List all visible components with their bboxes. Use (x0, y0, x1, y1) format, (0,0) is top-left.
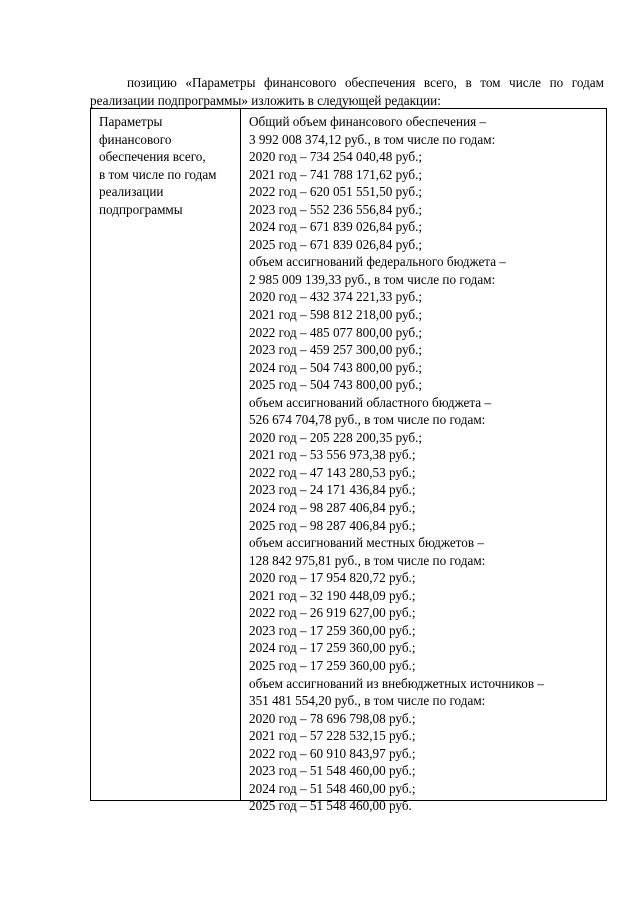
parameter-name-line: в том числе по годам (99, 166, 217, 182)
parameter-value-line: 2020 год – 205 228 200,35 руб.; (249, 429, 423, 445)
parameter-name-line: подпрограммы (99, 201, 183, 217)
parameter-value-line: объем ассигнований областного бюджета – (249, 394, 492, 410)
parameter-value-line: 2020 год – 78 696 798,08 руб.; (249, 710, 416, 726)
parameter-value-line: 2024 год – 51 548 460,00 руб.; (249, 780, 416, 796)
parameter-value-line: 2021 год – 57 228 532,15 руб.; (249, 728, 416, 744)
parameter-name-line: реализации (99, 184, 164, 200)
parameter-value-line: 2025 год – 51 548 460,00 руб. (249, 798, 412, 814)
parameter-value-line: 2021 год – 32 190 448,09 руб.; (249, 587, 416, 603)
parameter-value-cell (241, 109, 606, 814)
parameter-value-line: 526 674 704,78 руб., в том числе по годам: (249, 412, 486, 428)
parameter-value-line: 2020 год – 432 374 221,33 руб.; (249, 289, 423, 305)
financing-table (90, 108, 607, 814)
parameter-value-line: 2023 год – 17 259 360,00 руб.; (249, 622, 416, 638)
parameter-value-line: Общий объем финансового обеспечения – (249, 114, 487, 129)
parameter-value-line: 2024 год – 504 743 800,00 руб.; (249, 359, 423, 375)
parameter-value-line: 2022 год – 620 051 551,50 руб.; (249, 184, 423, 200)
parameter-value-line: объем ассигнований федерального бюджета – (249, 254, 506, 270)
parameter-value-line: 2021 год – 598 812 218,00 руб.; (249, 307, 423, 323)
parameter-value-line: 2025 год – 671 839 026,84 руб.; (249, 236, 423, 252)
parameter-value-line: 2024 год – 671 839 026,84 руб.; (249, 219, 423, 235)
parameter-value-line: 2025 год – 17 259 360,00 руб.; (249, 657, 416, 673)
parameter-value-line: 2020 год – 17 954 820,72 руб.; (249, 570, 416, 586)
parameter-value-line: 2021 год – 741 788 171,62 руб.; (249, 166, 423, 182)
parameter-value-line: 2020 год – 734 254 040,48 руб.; (249, 149, 423, 165)
parameter-value-line: 2 985 009 139,33 руб., в том числе по годам: (249, 271, 496, 287)
parameter-value-line: объем ассигнований из внебюджетных источников – (249, 675, 544, 691)
parameter-value-line: 2024 год – 17 259 360,00 руб.; (249, 640, 416, 656)
parameter-name-line: Параметры (99, 114, 163, 129)
parameter-value-line: 128 842 975,81 руб., в том числе по годам: (249, 552, 486, 568)
parameter-value-line: 2023 год – 552 236 556,84 руб.; (249, 201, 423, 217)
parameter-value-line: 2025 год – 504 743 800,00 руб.; (249, 377, 423, 393)
parameter-name-cell (91, 109, 241, 800)
parameter-value-line: объем ассигнований местных бюджетов – (249, 535, 484, 551)
parameter-name-line: обеспечения всего, (99, 149, 206, 165)
parameter-value-line: 2022 год – 60 910 843,97 руб.; (249, 745, 416, 761)
parameter-value-line: 2023 год – 24 171 436,84 руб.; (249, 482, 416, 498)
parameter-value-line: 2022 год – 47 143 280,53 руб.; (249, 464, 416, 480)
parameter-value-line: 2023 год – 459 257 300,00 руб.; (249, 342, 423, 358)
parameter-value-line: 2021 год – 53 556 973,38 руб.; (249, 447, 416, 463)
parameter-value-line: 3 992 008 374,12 руб., в том числе по годам: (249, 131, 496, 147)
parameter-value-line: 2023 год – 51 548 460,00 руб.; (249, 763, 416, 779)
parameter-name-line: финансового (99, 131, 172, 147)
parameter-value-line: 2025 год – 98 287 406,84 руб.; (249, 517, 416, 533)
intro-paragraph: позицию «Параметры финансового обеспечения всего, в том числе по годам реализации подпрограммы» изложить в следующей редакции: (90, 75, 604, 109)
parameter-value-line: 2024 год – 98 287 406,84 руб.; (249, 500, 416, 516)
parameter-value-line: 2022 год – 26 919 627,00 руб.; (249, 605, 416, 621)
parameter-value-line: 2022 год – 485 077 800,00 руб.; (249, 324, 423, 340)
parameter-value-line: 351 481 554,20 руб., в том числе по годам: (249, 693, 486, 709)
